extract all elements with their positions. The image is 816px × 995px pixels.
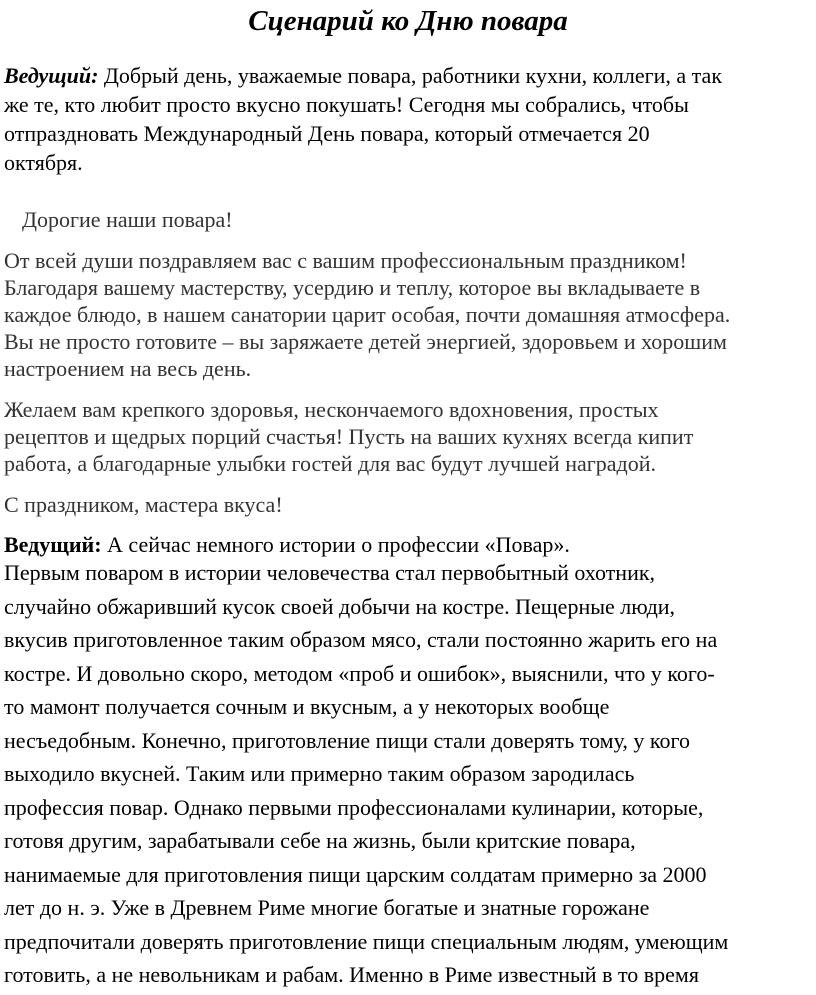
congrats-line: Желаем вам крепкого здоровья, нескончаемого вдохновения, простых <box>4 397 659 422</box>
congrats-line: Вы не просто готовите – вы заряжаете детей энергией, здоровьем и хорошим <box>4 329 727 354</box>
history-line: выходило вкусней. Таким или примерно таким образом зародилась <box>4 761 635 786</box>
history-line: профессия повар. Однако первыми профессионалами кулинарии, которые, <box>4 794 704 820</box>
history-line: несъедобным. Конечно, приготовление пищи стали доверять тому, у кого <box>4 727 690 753</box>
intro-line: же те, кто любит просто вкусно покушать! Сегодня мы собрались, чтобы <box>4 92 689 117</box>
congrats-line: рецептов и щедрых порций счастья! Пусть на ваших кухнях всегда кипит <box>4 424 694 449</box>
congrats-line: От всей души поздравляем вас с вашим профессиональным праздником! <box>4 248 687 273</box>
congrats-line: настроением на весь день. <box>4 356 252 381</box>
document-title: Сценарий ко Дню повара <box>248 5 568 37</box>
congrats-paragraph-2 <box>4 396 804 477</box>
history-intro-line <box>4 530 804 559</box>
history-line: нанимаемые для приготовления пищи царским солдатам примерно за 2000 <box>4 861 707 887</box>
congrats-closing: С праздником, мастера вкуса! <box>4 492 283 517</box>
history-line: вкусив приготовленное таким образом мясо, стали постоянно жарить его на <box>4 627 718 652</box>
congrats-paragraph-1 <box>4 247 804 382</box>
intro-line: отпраздновать Международный День повара, который отмечается 20 <box>4 121 650 146</box>
history-line: случайно обжаривший кусок своей добычи на костре. Пещерные люди, <box>4 593 676 619</box>
history-line: то мамонт получается сочным и вкусным, а у некоторых вообще <box>4 694 610 719</box>
history-line: готовить, а не невольникам и рабам. Именно в Риме известный в то время <box>4 962 699 987</box>
congrats-line: каждое блюдо, в нашем санатории царит особая, почти домашняя атмосфера. <box>4 302 731 327</box>
history-paragraph <box>4 556 804 992</box>
intro-line: октября. <box>4 150 83 175</box>
speaker-label: Ведущий: <box>4 63 99 88</box>
congrats-line: работа, а благодарные улыбки гостей для вас будут лучшей наградой. <box>4 451 656 476</box>
history-intro-text: А сейчас немного истории о профессии «Повар». <box>101 532 570 557</box>
history-line: лет до н. э. Уже в Древнем Риме многие богатые и знатные горожане <box>4 895 650 920</box>
history-line: предпочитали доверять приготовление пищи специальным людям, умеющим <box>4 928 729 954</box>
congrats-line: Благодаря вашему мастерству, усердию и теплу, которое вы вкладываете в <box>4 275 701 300</box>
history-line: Первым поваром в истории человечества стал первобытный охотник, <box>4 560 656 585</box>
history-line: готовя другим, зарабатывали себе на жизнь, были критские повара, <box>4 828 636 853</box>
history-line: костре. И довольно скоро, методом «проб и ошибок», выяснили, что у кого- <box>4 660 715 686</box>
speaker-label: Ведущий: <box>4 532 102 557</box>
intro-text: Добрый день, уважаемые повара, работники кухни, коллеги, а так <box>98 63 723 88</box>
intro-line <box>4 61 804 90</box>
greeting-line: Дорогие наши повара! <box>22 207 233 232</box>
intro-paragraph <box>4 61 804 177</box>
